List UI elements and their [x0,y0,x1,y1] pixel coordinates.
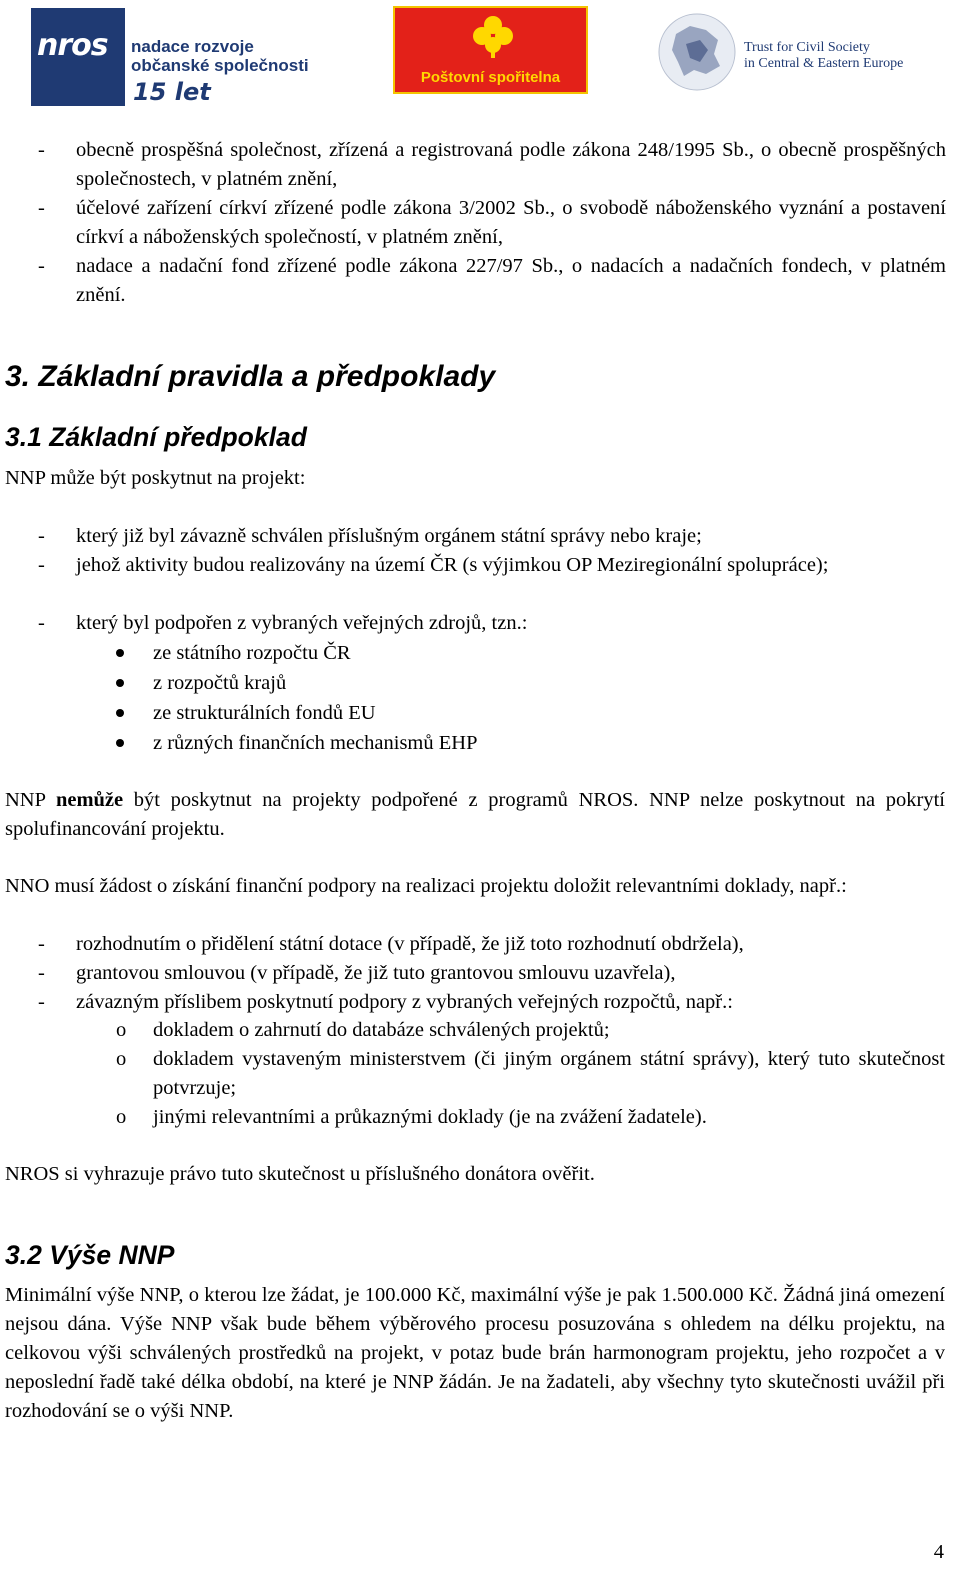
paragraph-text: být poskytnut na projekty podpořené z programů NROS. NNP nelze poskytnout na pokrytí spolufinancování projektu. [5,789,945,840]
dash-marker: - [38,962,45,984]
list-item [38,988,946,1017]
list-item-text: jehož aktivity budou realizovány na území ČR (s výjimkou OP Meziregionální spolupráce); [76,554,829,576]
tcs-logo-line1: Trust for Civil Society [744,40,870,55]
nros-logo-years: 15 let [133,78,211,106]
nros-logo-line2: občanské společnosti [131,56,309,75]
nros-logo [31,8,327,106]
list-item [38,609,946,638]
list-item-text: nadace a nadační fond zřízené podle zákona 227/97 Sb., o nadacích a nadačních fondech, v platném znění. [76,255,946,306]
bullet-marker [116,679,124,687]
paragraph-restriction [5,786,945,844]
list-item: jinými relevantními a průkaznými doklady (je na zvážení žadatele). [153,1106,707,1128]
list-item [38,522,946,551]
emphasis-text: nemůže [55,789,124,811]
paragraph-verification: NROS si vyhrazuje právo tuto skutečnost u příslušného donátora ověřit. [5,1163,595,1185]
bullet-marker [116,649,124,657]
list-item-text: který byl podpořen z vybraných veřejných zdrojů, tzn.: [76,612,528,634]
o-marker: o [116,1106,127,1128]
bullet-marker [116,709,124,717]
list-item [38,252,946,310]
dash-marker: - [38,525,45,547]
list-item-text: účelové zařízení církví zřízené podle zákona 3/2002 Sb., o svobodě náboženského vyznání a postavení církví a náboženských společností, v platném znění, [76,197,946,248]
dash-marker: - [38,139,45,161]
postovni-sporitelna-name: Poštovní spořitelna [420,69,561,86]
subsection-heading: 3.1 Základní předpoklad [5,422,307,452]
list-item: ze státního rozpočtu ČR [153,642,351,664]
dash-marker: - [38,255,45,277]
paragraph-documents: NNO musí žádost o získání finanční podpory na realizaci projektu doložit relevantními doklady, např.: [5,875,847,897]
o-marker: o [116,1048,127,1070]
list-item [38,136,946,194]
nros-logo-line1: nadace rozvoje [131,37,254,56]
dash-marker: - [38,612,45,634]
tcs-logo-line2: in Central & Eastern Europe [744,56,904,71]
list-item [38,959,946,988]
subsection-heading: 3.2 Výše NNP [5,1240,175,1270]
list-item: ze strukturálních fondů EU [153,702,376,724]
header-logos [0,4,960,108]
o-marker: o [116,1019,127,1041]
globe-map-icon [656,4,738,100]
list-item: dokladem o zahrnutí do databáze schválených projektů; [153,1019,610,1041]
list-item [38,930,946,959]
paragraph-amount: Minimální výše NNP, o kterou lze žádat, je 100.000 Kč, maximální výše je pak 1.500.000 Kč. Žádná jiná omezení nejsou dána. Výše NNP však bude během výběrového procesu posuzována s ohledem na délku projektu, na celkovou výši schválených prostředků na projekt, v potaz bude brán harmonogram projektu, jeho rozpočet a v neposlední řadě také délka období, na které je NNP žádán. Je na žadateli, aby všechny tyto skutečnosti uvážil při rozhodování se o výši NNP. [5,1284,945,1422]
o-list [0,1016,960,1136]
paragraph-lead: NNP může být poskytnut na projekt: [5,467,306,489]
list-item [38,194,946,252]
list-item: z různých finančních mechanismů EHP [153,732,478,754]
section-heading: 3. Základní pravidla a předpoklady [5,360,496,393]
list-item-text: závazným příslibem poskytnutí podpory z vybraných veřejných rozpočtů, např.: [76,991,733,1013]
list-item [38,551,946,609]
nros-logo-mark: nros [37,28,108,63]
tcs-logo [656,4,906,104]
bullet-marker [116,739,124,747]
list-item-text: grantovou smlouvou (v případě, že již tuto grantovou smlouvu uzavřela), [76,962,676,984]
postovni-sporitelna-logo [393,6,588,94]
clover-icon [471,14,515,58]
nros-logo-block [31,8,125,106]
list-item: z rozpočtů krajů [153,672,287,694]
list-item-text: rozhodnutím o přidělení státní dotace (v případě, že již toto rozhodnutí obdržela), [76,933,744,955]
page-number: 4 [933,1541,944,1563]
list-item: dokladem vystaveným ministerstvem (či jiným orgánem státní správy), který tuto skutečnost potvrzuje; [153,1048,945,1099]
paragraph-text: NNP [5,789,56,811]
dash-marker: - [38,933,45,955]
dash-marker: - [38,991,45,1013]
list-item-text: obecně prospěšná společnost, zřízená a registrovaná podle zákona 248/1995 Sb., o obecně prospěšných společnostech, v platném znění, [76,139,946,190]
list-item-text: který již byl závazně schválen příslušným orgánem státní správy nebo kraje; [76,525,702,547]
dash-marker: - [38,197,45,219]
bullet-list [0,639,960,759]
dash-marker: - [38,554,45,576]
